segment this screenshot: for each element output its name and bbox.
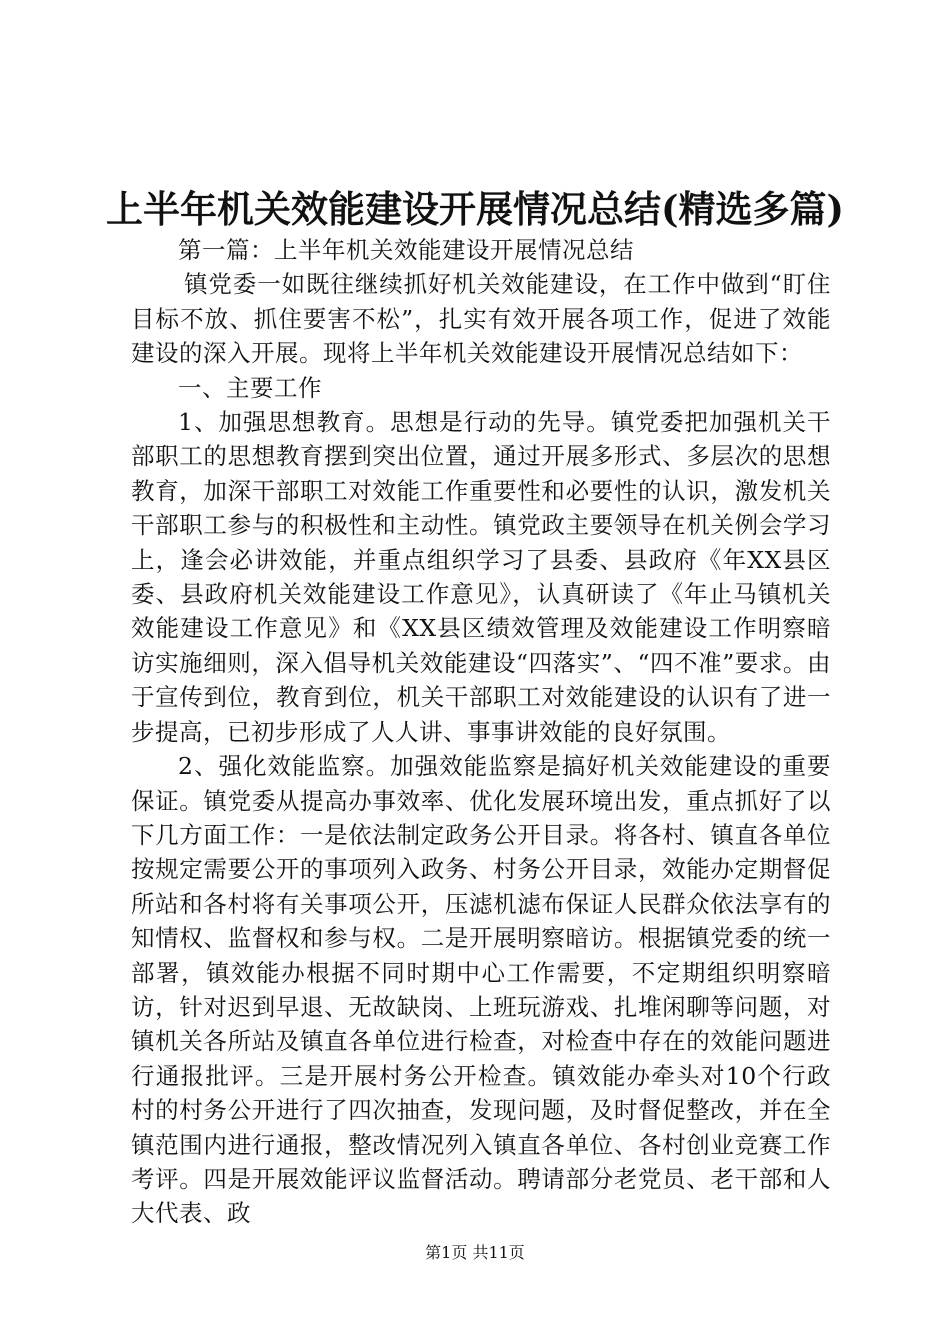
intro-paragraph: 镇党委一如既往继续抓好机关效能建设，在工作中做到“盯住目标不放、抓住要害不松”，扎实有效开展各项工作，促进了效能建设的深入开展。现将上半年机关效能建设开展情况总结如下： [131,270,831,368]
document-body [131,233,831,1231]
section-heading-main-work: 一、主要工作 [178,373,322,402]
section-heading-first: 第一篇：上半年机关效能建设开展情况总结 [178,236,634,264]
document-title: 上半年机关效能建设开展情况总结(精选多篇) [105,187,844,231]
page-number: 第1页 共11页 [425,1243,525,1262]
paragraph-thought-education: 1、加强思想教育。思想是行动的先导。镇党委把加强机关干部职工的思想教育摆到突出位置，通过开展多形式、多层次的思想教育，加深干部职工对效能工作重要性和必要性的认识，激发机关干部职工参与的积极性和主动性。镇党政主要领导在机关例会学习上，逢会必讲效能，并重点组织学习了县委、县政府《年XX县区委、县政府机关效能建设工作意见》，认真研读了《年止马镇机关效能建设工作意见》和《XX县区绩效管理及效能建设工作明察暗访实施细则，深入倡导机关效能建设“四落实”、“四不准”要求。由于宣传到位，教育到位，机关干部职工对效能建设的认识有了进一步提高，已初步形成了人人讲、事事讲效能的良好氛围。 [131,408,831,746]
paragraph-efficiency-supervision: 2、强化效能监察。加强效能监察是搞好机关效能建设的重要保证。镇党委从提高办事效率、优化发展环境出发，重点抓好了以下几方面工作：一是依法制定政务公开目录。将各村、镇直各单位按规定需要公开的事项列入政务、村务公开目录，效能办定期督促所站和各村将有关事项公开，压滤机滤布保证人民群众依法享有的知情权、监督权和参与权。二是开展明察暗访。根据镇党委的统一部署，镇效能办根据不同时期中心工作需要，不定期组织明察暗访，针对迟到早退、无故缺岗、上班玩游戏、扎堆闲聊等问题，对镇机关各所站及镇直各单位进行检查，对检查中存在的效能问题进行通报批评。三是开展村务公开检查。镇效能办牵头对10个行政村的村务公开进行了四次抽查，发现问题，及时督促整改，并在全镇范围内进行通报，整改情况列入镇直各单位、各村创业竞赛工作考评。四是开展效能评议监督活动。聘请部分老党员、老干部和人大代表、政 [131,752,831,1228]
